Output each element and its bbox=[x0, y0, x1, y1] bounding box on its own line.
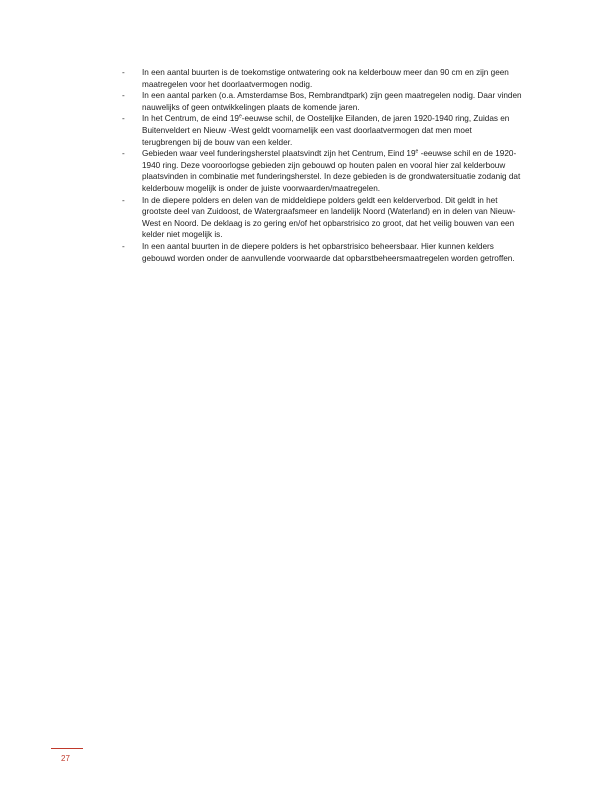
bullet-text: In het Centrum, de eind 19 bbox=[142, 114, 239, 124]
bullet-text-continued: -eeuwse schil, de Oostelijke Eilanden, de jaren 1920-1940 ring, Zuidas en Buitenveldert en Nieuw -West geldt voornamelijk een vast doorlaatvermogen dat men moet terugbrengen bij de bouw van een kelder. bbox=[142, 114, 510, 147]
bullet-text: In een aantal parken (o.a. Amsterdamse Bos, Rembrandtpark) zijn geen maatregelen nodig. Daar vinden nauwelijks of geen ontwikkelingen plaats de komende jaren. bbox=[142, 91, 522, 112]
bullet-item bbox=[122, 148, 522, 194]
page-number: 27 bbox=[61, 754, 70, 763]
bullet-item bbox=[122, 241, 522, 264]
bullet-text-continued: -eeuwse schil en de 1920-1940 ring. Deze vooroorlogse gebieden zijn gebouwd op houten palen en vooral hier zal kelderbouw plaatsvinden in combinatie met funderingsherstel. In deze gebieden is de grondwatersituatie zodanig dat kelderbouw mogelijk is onder de juiste voorwaarden/maatregelen. bbox=[142, 149, 521, 193]
bullet-item bbox=[122, 195, 522, 241]
bullet-text: In een aantal buurten in de diepere polders is het opbarstrisico beheersbaar. Hier kunnen kelders gebouwd worden onder de aanvullende voorwaarde dat opbarstbeheersmaatregelen worden getroffen. bbox=[142, 241, 515, 263]
bullet-marker: - bbox=[122, 149, 125, 159]
bullet-marker: - bbox=[122, 68, 125, 77]
bullet-item bbox=[122, 90, 522, 113]
bullet-marker: - bbox=[122, 114, 125, 124]
bullet-marker: - bbox=[122, 91, 125, 101]
bullet-text: Gebieden waar veel funderingsherstel plaatsvindt zijn het Centrum, Eind 19 bbox=[142, 149, 416, 159]
bullet-marker: - bbox=[122, 241, 125, 251]
bullet-marker: - bbox=[122, 195, 125, 205]
footer-divider bbox=[51, 748, 83, 749]
superscript: e bbox=[415, 148, 419, 155]
superscript: e bbox=[238, 113, 242, 120]
bullet-text: In een aantal buurten is de toekomstige ontwatering ook na kelderbouw meer dan 90 cm en zijn geen maatregelen voor het doorlaatvermogen nodig. bbox=[142, 68, 509, 89]
bullet-text: In de diepere polders en delen van de middeldiepe polders geldt een kelderverbod. Dit geldt in het grootste deel van Zuidoost, de Watergraafsmeer en landelijk Noord (Waterland) en in delen van Nieuw-West en Noord. De deklaag is zo gering en/of het opbarstrisico zo groot, dat het veilig bouwen van een kelder niet mogelijk is. bbox=[142, 195, 516, 240]
bullet-list bbox=[122, 67, 522, 264]
bullet-item bbox=[122, 113, 522, 148]
bullet-item bbox=[122, 67, 522, 90]
